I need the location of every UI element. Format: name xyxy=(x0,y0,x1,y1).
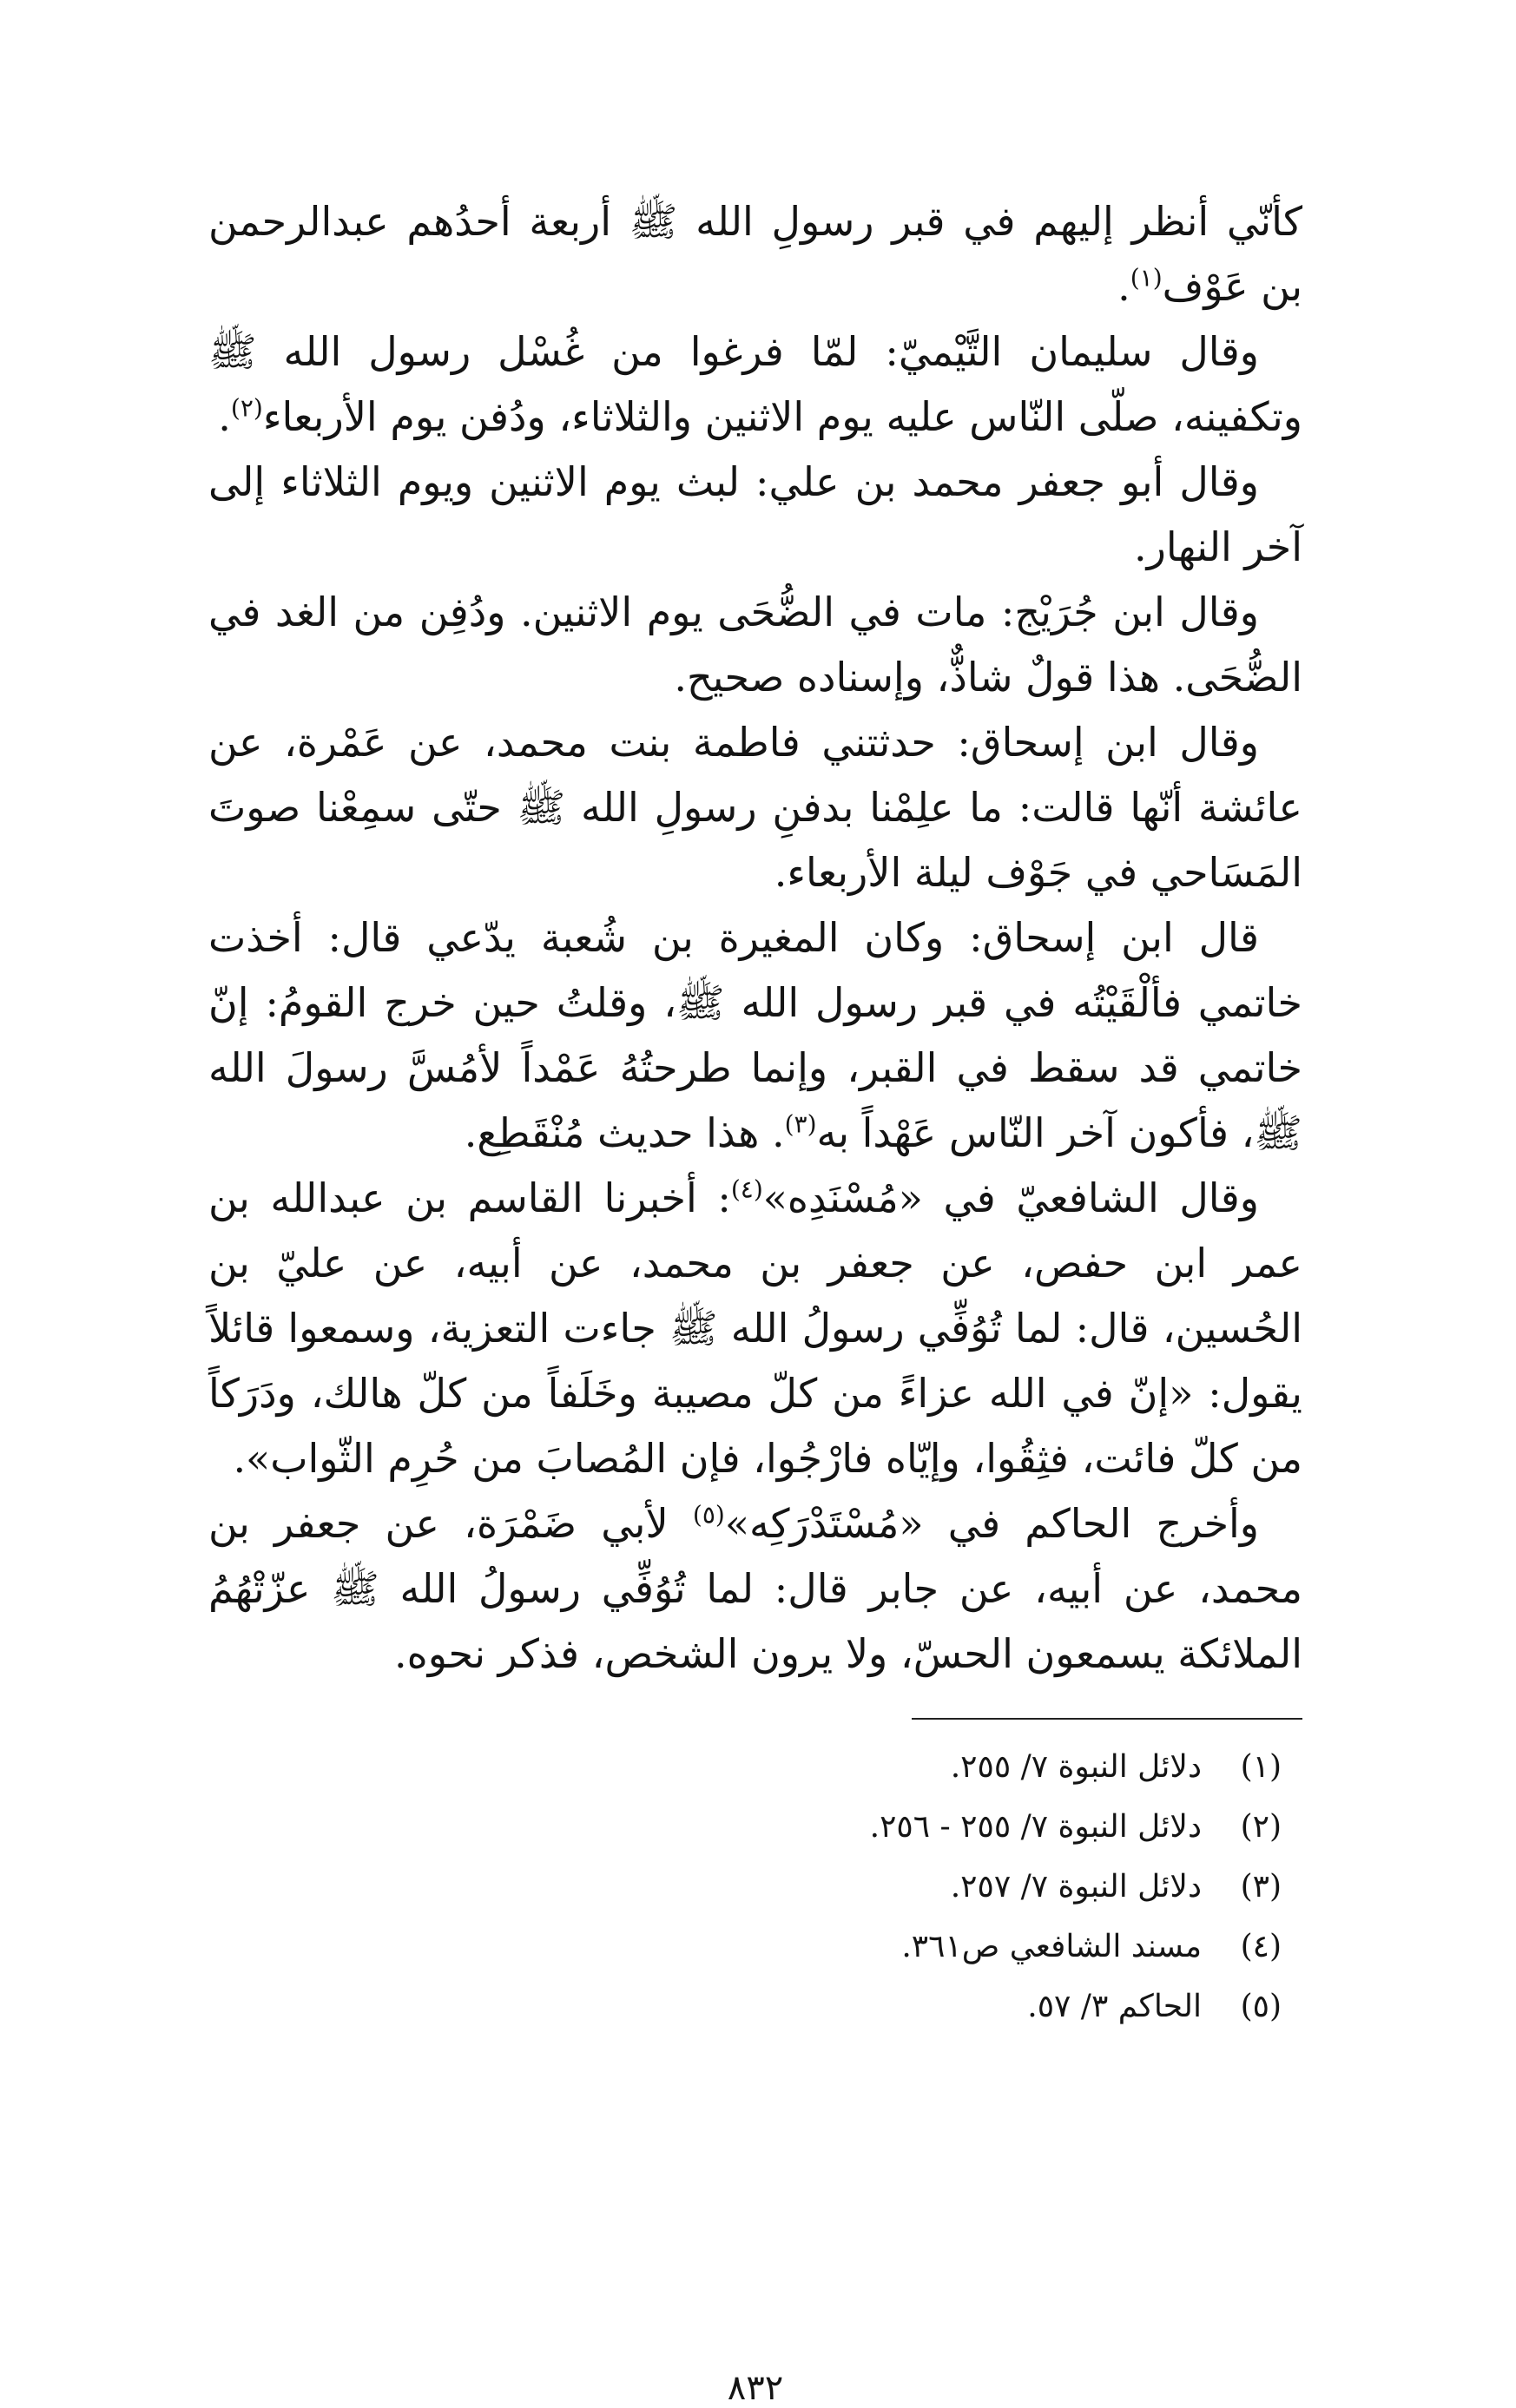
footnote-ref-2[interactable]: (٢) xyxy=(230,393,263,423)
footnote-5 xyxy=(208,1977,1282,2036)
footnote-1 xyxy=(208,1737,1282,1797)
footnote-text: دلائل النبوة ٧/ ٢٥٧. xyxy=(950,1869,1202,1905)
footnote-text: مسند الشافعي ص٣٦١. xyxy=(901,1929,1202,1964)
paragraph-2: وقال سليمان التَّيْميّ: لمّا فرغوا من غُسْل رسول الله ﷺ وتكفينه، صلّى النّاس عليه يوم الاثنين والثلاثاء، ودُفن يوم الأربعاء$^{(٢)}$. xyxy=(208,328,1302,440)
footnote-2 xyxy=(208,1797,1282,1857)
book-page xyxy=(208,189,1302,2408)
footnote-3 xyxy=(208,1857,1282,1917)
paragraph-4: وقال ابن جُرَيْج: مات في الضُّحَى يوم الاثنين. ودُفِن من الغد في الضُّحَى. هذا قولٌ شاذٌّ، وإسناده صحيح. xyxy=(208,589,1302,701)
footnote-number: (٤) xyxy=(1240,1929,1282,1964)
paragraph-3: وقال أبو جعفر محمد بن علي: لبث يوم الاثنين ويوم الثلاثاء إلى آخر النهار. xyxy=(208,458,1302,570)
paragraph-1: كأنّي أنظر إليهم في قبر رسولِ الله ﷺ أربعة أحدُهم عبدالرحمن بن عَوْف$^{(١)}$. xyxy=(208,198,1302,310)
footnote-number: (٢) xyxy=(1240,1809,1282,1845)
paragraph-7: وقال الشافعيّ في «مُسْنَدِه»$^{(٤)}$: أخبرنا القاسم بن عبدالله بن عمر ابن حفص، عن جعفر بن محمد، عن أبيه، عن عليّ بن الحُسين، قال: لما تُوُفِّي رسولُ الله ﷺ جاءت التعزية، وسمعوا قائلاً يقول: «إنّ في الله عزاءً من كلّ مصيبة وخَلَفاً من كلّ هالك، ودَرَكاً من كلّ فائت، فثِقُوا، وإيّاه فارْجُوا، فإن المُصابَ من حُرِم الثّواب». xyxy=(208,1174,1302,1482)
footnote-ref-1[interactable]: (١) xyxy=(1130,263,1163,293)
paragraph-8: وأخرج الحاكم في «مُسْتَدْرَكِه»$^{(٥)}$ لأبي ضَمْرَة، عن جعفر بن محمد، عن أبيه، عن جابر قال: لما تُوُفِّي رسولُ الله ﷺ عزّتْهُمُ الملائكة يسمعون الحسّ، ولا يرون الشخص، فذكر نحوه. xyxy=(208,1500,1302,1677)
footnote-ref-5[interactable]: (٥) xyxy=(692,1500,725,1530)
footnote-number: (٣) xyxy=(1240,1869,1282,1905)
footnote-number: (٥) xyxy=(1240,1989,1282,2024)
footnote-text: الحاكم ٣/ ٥٧. xyxy=(1027,1989,1202,2024)
footnote-ref-3[interactable]: (٣) xyxy=(784,1109,817,1139)
footnote-ref-4[interactable]: (٤) xyxy=(730,1174,763,1204)
main-text xyxy=(208,189,1302,1687)
page-number: ٨٣٢ xyxy=(727,2368,784,2408)
footnote-4 xyxy=(208,1917,1282,1977)
paragraph-5: وقال ابن إسحاق: حدثتني فاطمة بنت محمد، عن عَمْرة، عن عائشة أنّها قالت: ما علِمْنا بدفنِ رسولِ الله ﷺ حتّى سمِعْنا صوتَ المَسَاحي في جَوْف ليلة الأربعاء. xyxy=(208,719,1302,896)
footnote-number: (١) xyxy=(1240,1749,1282,1785)
footnote-text: دلائل النبوة ٧/ ٢٥٥. xyxy=(950,1749,1202,1785)
paragraph-6: قال ابن إسحاق: وكان المغيرة بن شُعبة يدّعي قال: أخذت خاتمي فألْقَيْتُه في قبر رسول الله ﷺ، وقلتُ حين خرج القومُ: إنّ خاتمي قد سقط في القبر، وإنما طرحتُهُ عَمْداً لأمُسَّ رسولَ الله ﷺ، فأكون آخر النّاس عَهْداً به$^{(٣)}$. هذا حديث مُنْقَطِع. xyxy=(208,914,1302,1156)
footnote-separator xyxy=(912,1718,1302,1720)
footnote-text: دلائل النبوة ٧/ ٢٥٥ - ٢٥٦. xyxy=(869,1809,1202,1845)
footnotes xyxy=(208,1737,1302,2036)
